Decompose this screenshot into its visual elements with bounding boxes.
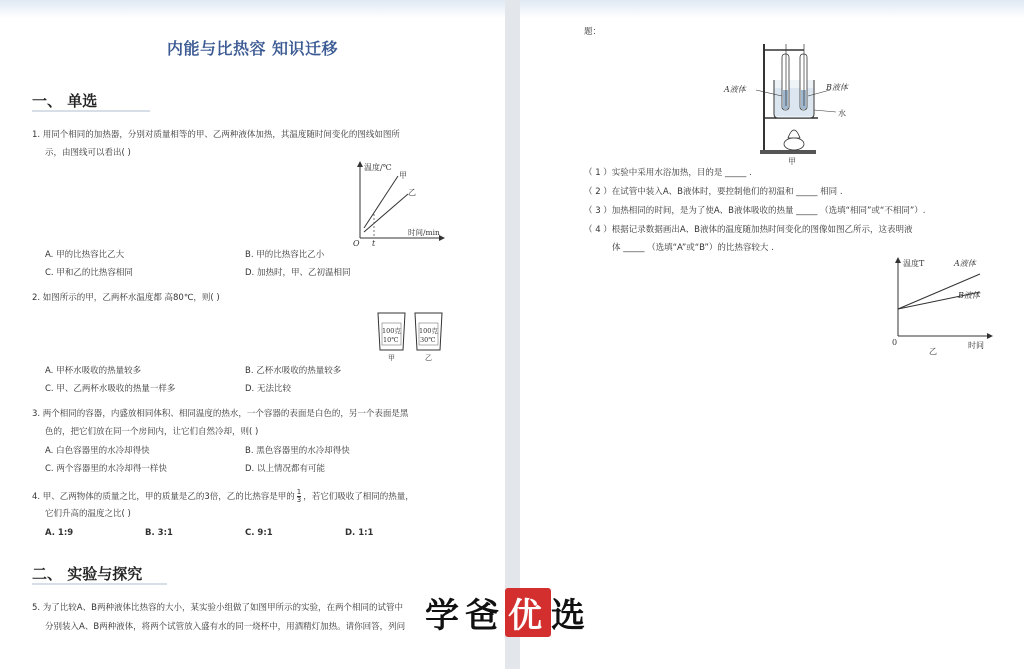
fig1-label-b: B液体 <box>826 83 848 92</box>
q4-text-line2: 它们升高的温度之比( ) <box>45 509 131 519</box>
page-gutter <box>505 0 520 669</box>
right-question-2: （ 2 ）在试管中装入A、B液体时，要控制他们的初温和 _____ 相同 . <box>584 187 843 197</box>
section-underline <box>32 110 150 112</box>
fig1-label-water: 水 <box>838 109 846 118</box>
fig2-ylabel: 温度T <box>903 259 925 268</box>
q4-option-d: D. 1:1 <box>345 528 374 538</box>
q2-cups-figure <box>375 310 455 362</box>
temperature-time-graph <box>886 254 996 358</box>
right-question-4-line1: （ 4 ）根据记录数据画出A、B液体的温度随加热时间变化的图像如图乙所示，这表明液 <box>584 225 913 235</box>
q2-cup2-temp: 30℃ <box>420 336 436 344</box>
q1-graph-t: t <box>372 239 376 248</box>
q3-option-b: B. 黑色容器里的水冷却得快 <box>245 446 350 456</box>
section-heading-experiment: 二、 实验与探究 <box>32 565 143 583</box>
q2-option-a: A. 甲杯水吸收的热量较多 <box>45 366 142 376</box>
q1-text-line2: 示，由图线可以看出( ) <box>45 148 131 158</box>
watermark-logo: 学爸优选 <box>425 588 591 637</box>
fig2-caption: 乙 <box>929 347 937 356</box>
q1-option-b: B. 甲的比热容比乙小 <box>245 250 325 260</box>
q1-temperature-graph <box>350 158 450 248</box>
top-shade <box>520 0 1024 18</box>
q1-option-a: A. 甲的比热容比乙大 <box>45 250 125 260</box>
q1-graph-label-yi: 乙 <box>408 188 416 197</box>
section-heading-single-choice: 一、 单选 <box>32 92 98 110</box>
q5-text-line2: 分别装入A、B两种液体，将两个试管放入盛有水的同一烧杯中，用酒精灯加热。请你回答，列问 <box>45 622 406 632</box>
q1-option-d: D. 加热时，甲、乙初温相同 <box>245 268 351 278</box>
q1-graph-ylabel: 温度/℃ <box>364 163 392 172</box>
right-question-4-line2: 体 _____ （选填“A”或“B”）的比热容较大 . <box>612 243 774 253</box>
q2-option-d: D. 无法比较 <box>245 384 291 394</box>
q2-cup1-label: 甲 <box>388 354 395 362</box>
q4-fraction: $\frac{1}{3}$ <box>296 488 302 504</box>
q4-text-line1-b: ，若它们吸收了相同的热量， <box>303 492 414 502</box>
q1-graph-xlabel: 时间/min <box>408 228 440 237</box>
q2-option-c: C. 甲、乙两杯水吸收的热量一样多 <box>45 384 176 394</box>
q1-line-yi <box>364 194 408 232</box>
q4-option-b: B. 3:1 <box>145 528 173 538</box>
q1-graph-label-jia: 甲 <box>399 171 407 180</box>
fig2-label-b: B液体 <box>958 291 980 300</box>
q2-cup1-mass: 100克 <box>382 327 401 335</box>
q3-option-d: D. 以上情况都有可能 <box>245 464 325 474</box>
q4-text-line1-a: 4. 甲、乙两物体的质量之比，甲的质量是乙的3倍，乙的比热容是甲的 <box>32 492 295 502</box>
q4-option-c: C. 9:1 <box>245 528 273 538</box>
right-question-1: （ 1 ）实验中采用水浴加热，目的是 _____ . <box>584 168 752 178</box>
q2-text-line1: 2. 如图所示的甲，乙两杯水温度都 高80℃，则( ) <box>32 293 220 303</box>
section-underline <box>32 583 167 585</box>
q3-text-line2: 色的，把它们放在同一个房间内，让它们自然冷却，则( ) <box>45 427 259 437</box>
fig1-label-a: A液体 <box>724 85 746 94</box>
document-title: 内能与比热容 知识迁移 <box>166 39 339 58</box>
q2-cup1-temp: 10℃ <box>383 336 399 344</box>
q3-option-a: A. 白色容器里的水冷却得快 <box>45 446 150 456</box>
page-left <box>0 0 505 669</box>
q2-cup2-mass: 100克 <box>419 327 438 335</box>
q5-text-line1: 5. 为了比较A、B两种液体比热容的大小，某实验小组做了如图甲所示的实验，在两个相同的试管中 <box>32 603 403 613</box>
q3-option-c: C. 两个容器里的水冷却得一样快 <box>45 464 167 474</box>
q5-continuation: 题： <box>584 27 602 37</box>
fig2-xlabel: 时间 <box>968 341 984 350</box>
q4-text-line1 <box>32 489 414 504</box>
q1-option-c: C. 甲和乙的比热容相同 <box>45 268 133 278</box>
q4-option-a: A. 1:9 <box>45 528 74 538</box>
experiment-apparatus-figure <box>720 40 860 165</box>
fig2-origin: 0 <box>892 338 898 347</box>
q1-text-line1: 1. 用同个相同的加热器，分别对质量相等的甲、乙两种液体加热，其温度随时间变化的图线如图所 <box>32 130 400 140</box>
q2-cup2-label: 乙 <box>425 354 432 362</box>
q3-text-line1: 3. 两个相同的容器，内盛放相同体积、相同温度的热水，一个容器的表面是白色的，另一个表面是黑 <box>32 409 409 419</box>
q2-option-b: B. 乙杯水吸收的热量较多 <box>245 366 342 376</box>
top-shade <box>0 0 505 18</box>
page-right <box>520 0 1024 669</box>
fig1-caption: 甲 <box>788 157 796 165</box>
q1-graph-origin: O <box>353 239 360 248</box>
fig2-label-a: A液体 <box>954 259 976 268</box>
q1-line-jia <box>364 176 398 228</box>
right-question-3: （ 3 ）加热相同的时间，是为了使A、B液体吸收的热量 _____ （选填“相同”或“不相同”）. <box>584 206 926 216</box>
